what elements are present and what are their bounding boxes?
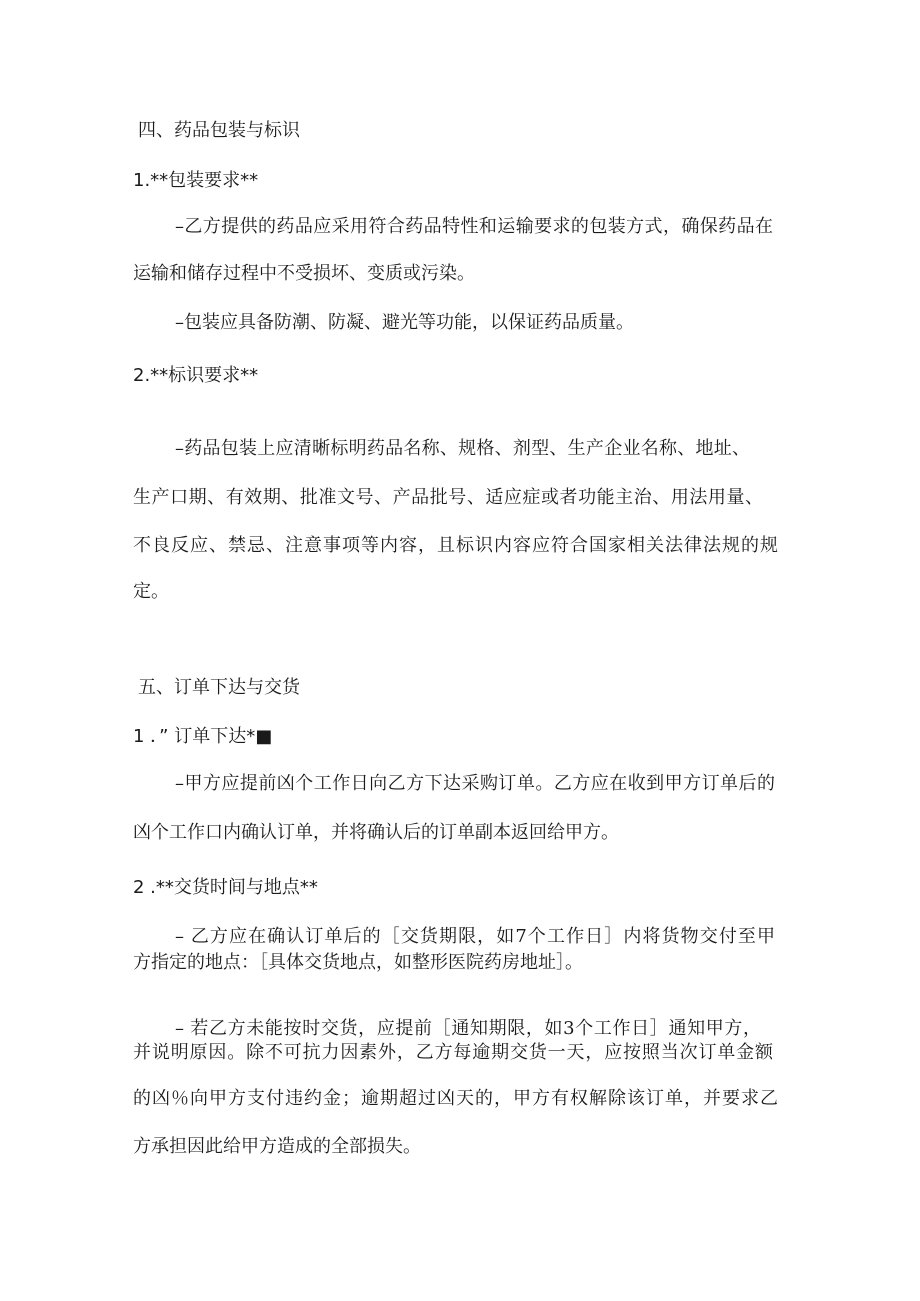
section-4-item-2-para-1-line-4: 定。 <box>133 581 169 602</box>
section-5-item-2-para-2-line-4: 方承担因此给甲方造成的全部损失。 <box>133 1136 421 1157</box>
section-4-item-1-para-1-line-1: –乙方提供的药品应采用符合药品特性和运输要求的包装方式，确保药品在 <box>175 216 773 237</box>
section-5-item-2-para-1-line-1: – 乙方应在确认订单后的［交货期限，如7个工作日］内将货物交付至甲 <box>175 926 775 947</box>
section-5-item-2-para-2-line-2: 并说明原因。除不可抗力因素外，乙方每逾期交货一天，应按照当次订单金额 <box>133 1042 773 1063</box>
section-5-item-1-para-1-line-2: 凶个工作口内确认订单，并将确认后的订单副本返回给甲方。 <box>133 822 619 843</box>
section-4-heading: 四、药品包装与标识 <box>138 120 300 141</box>
section-5-item-2-para-2-line-3: 的凶％向甲方支付违约金；逾期超过凶天的，甲方有权解除该订单，并要求乙 <box>133 1088 778 1109</box>
section-4-item-1-title: 1.**包装要求** <box>133 170 259 191</box>
section-4-item-2-para-1-line-2: 生产口期、有效期、批准文号、产品批号、适应症或者功能主治、用法用量、 <box>133 487 763 508</box>
section-4-item-2-para-1-line-1: –药品包装上应清晰标明药品名称、规格、剂型、生产企业名称、地址、 <box>175 438 750 459</box>
section-4-item-1-para-2: –包装应具备防潮、防凝、避光等功能，以保证药品质量。 <box>175 312 634 333</box>
section-5-item-2-title: 2 .**交货时间与地点** <box>133 877 318 898</box>
section-4-item-2-para-1-line-3: 不良反应、禁忌、注意事项等内容，且标识内容应符合国家相关法律法规的规 <box>133 535 778 556</box>
section-5-item-1-para-1-line-1: –甲方应提前凶个工作日向乙方下达采购订单。乙方应在收到甲方订单后的 <box>175 773 775 794</box>
section-5-heading: 五、订单下达与交货 <box>138 677 300 698</box>
section-5-item-2-para-1-line-2: 方指定的地点：［具体交货地点，如整形医院药房地址］。 <box>133 952 583 973</box>
section-5-item-1-title: 1 ．” 订单下达*■ <box>133 726 273 747</box>
section-5-item-2-para-2-line-1: – 若乙方未能按时交货，应提前［通知期限，如3个工作日］通知甲方， <box>175 1018 761 1039</box>
section-4-item-1-para-1-line-2: 运输和储存过程中不受损坏、变质或污染。 <box>133 263 475 284</box>
section-4-item-2-title: 2.**标识要求** <box>133 365 259 386</box>
